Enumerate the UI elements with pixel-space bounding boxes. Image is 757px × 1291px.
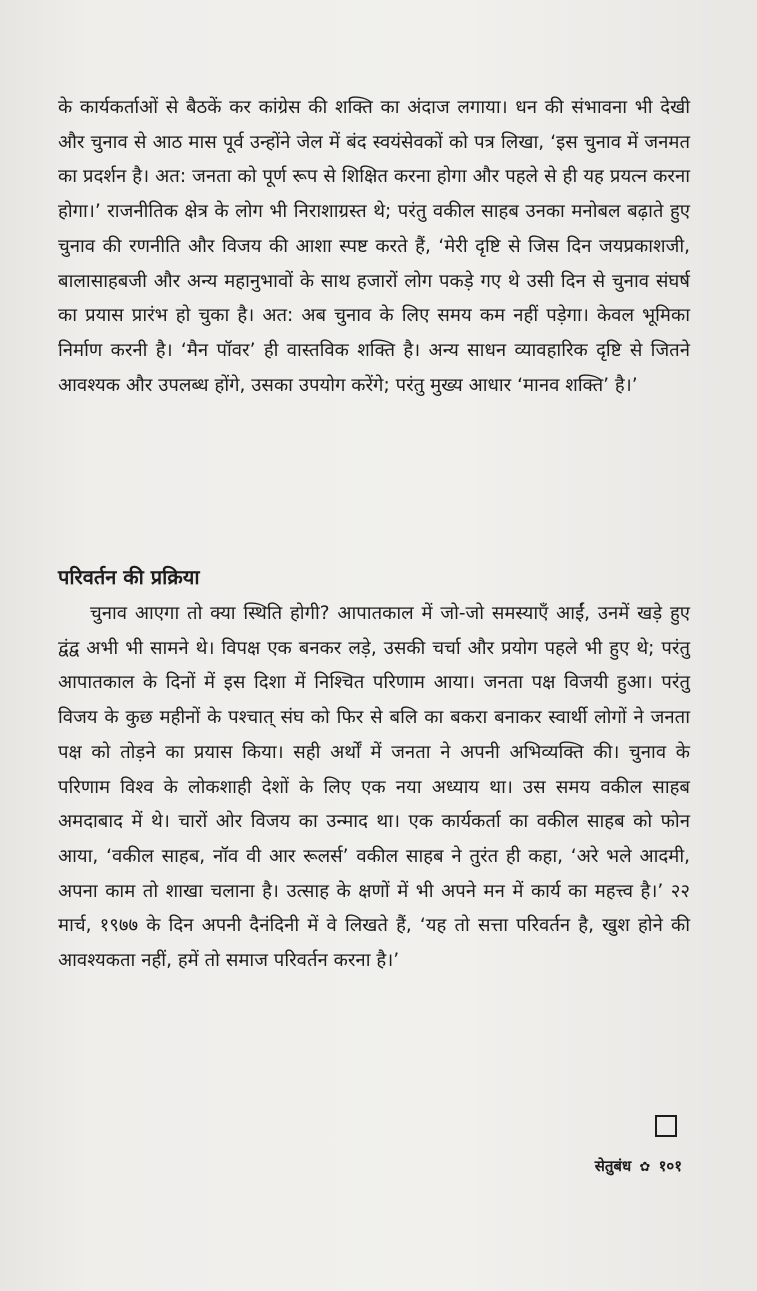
page-footer — [560, 1156, 682, 1176]
page-number: १०१ — [658, 1157, 682, 1175]
body-paragraph-2: चुनाव आएगा तो क्या स्थिति होगी? आपातकाल में जो-जो समस्याएँ आईं, उनमें खड़े हुए द्वंद्व अभी भी सामने थे। विपक्ष एक बनकर लड़े, उसकी चर्चा और प्रयोग पहले भी हुए थे; परंतु आपातकाल के दिनों में इस दिशा में निश्चित परिणाम आया। जनता पक्ष विजयी हुआ। परंतु विजय के कुछ महीनों के पश्चात् संघ को फिर से बलि का बकरा बनाकर स्वार्थी लोगों ने जनता पक्ष को तोड़ने का प्रयास किया। सही अर्थों में जनता ने अपनी अभिव्यक्ति की। चुनाव के परिणाम विश्व के लोकशाही देशों के लिए एक नया अध्याय था। उस समय वकील साहब अमदाबाद में थे। चारों ओर विजय का उन्माद था। एक कार्यकर्ता का वकील साहब को फोन आया, ‘वकील साहब, नॉव वी आर रूलर्स’ वकील साहब ने तुरंत ही कहा, ‘अरे भले आदमी, अपना काम तो शाखा चलाना है। उत्साह के क्षणों में भी अपने मन में कार्य का महत्त्व है।’ २२ मार्च, १९७७ के दिन अपनी दैनंदिनी में वे लिखते हैं, ‘यह तो सत्ता परिवर्तन है, खुश होने की आवश्यकता नहीं, हमें तो समाज परिवर्तन करना है।’ — [58, 603, 690, 972]
flower-ornament-icon: ✿ — [639, 1160, 651, 1175]
body-paragraph-1: के कार्यकर्ताओं से बैठकें कर कांग्रेस की शक्ति का अंदाज लगाया। धन की संभावना भी देखी और चुनाव से आठ मास पूर्व उन्होंने जेल में बंद स्वयंसेवकों को पत्र लिखा, ‘इस चुनाव में जनमत का प्रदर्शन है। अत: जनता को पूर्ण रूप से शिक्षित करना होगा और पहले से ही यह प्रयत्न करना होगा।’ राजनीतिक क्षेत्र के लोग भी निराशाग्रस्त थे; परंतु वकील साहब उनका मनोबल बढ़ाते हुए चुनाव की रणनीति और विजय की आशा स्पष्ट करते हैं, ‘मेरी दृष्टि से जिस दिन जयप्रकाशजी, बालासाहबजी और अन्य महानुभावों के साथ हजारों लोग पकड़े गए थे उसी दिन से चुनाव संघर्ष का प्रयास प्रारंभ हो चुका है। अत: अब चुनाव के लिए समय कम नहीं पड़ेगा। केवल भूमिका निर्माण करनी है। ‘मैन पॉवर’ ही वास्तविक शक्ति है। अन्य साधन व्यावहारिक दृष्टि से जितने आवश्यक और उपलब्ध होंगे, उसका उपयोग करेंगे; परंतु मुख्य आधार ‘मानव शक्ति’ है।’ — [58, 97, 690, 396]
running-title: सेतुबंध — [594, 1157, 632, 1175]
end-of-section-square-icon — [655, 1115, 677, 1137]
section-heading: परिवर्तन की प्रक्रिया — [58, 565, 200, 589]
